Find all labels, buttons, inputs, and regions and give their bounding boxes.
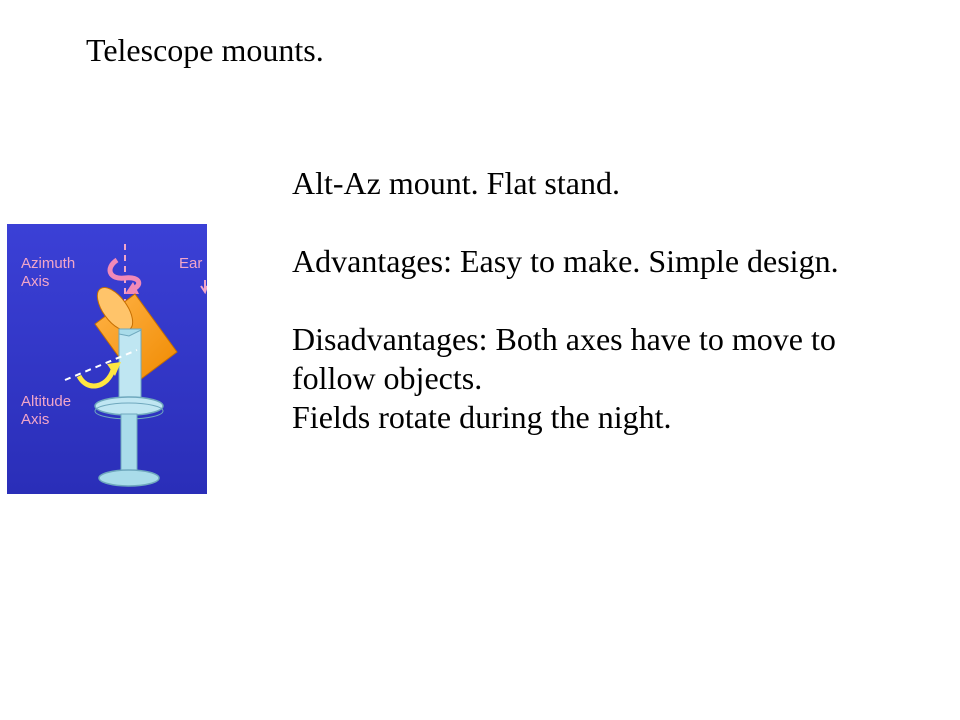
alt-az-mount-diagram [7,224,207,494]
slide-title: Telescope mounts. [86,32,324,68]
turntable-disc [95,397,163,415]
diagram-svg [7,224,207,494]
disadvantages-text: Disadvantages: Both axes have to move to follow objects. [292,321,836,396]
slide-body [292,164,892,437]
altitude-label-line1: Altitude [21,393,72,410]
azimuth-label-line2: Axis [21,273,50,290]
stand-fork [119,330,141,399]
fields-rotate-text: Fields rotate during the night. [292,399,672,435]
advantages-text: Advantages: Easy to make. Simple design. [292,243,839,279]
cutoff-label: Ear [179,255,203,272]
azimuth-label-line1: Azimuth [21,255,76,272]
altitude-label-line2: Axis [21,411,50,428]
base-disc [99,470,159,486]
pillar [121,414,137,476]
mount-heading: Alt-Az mount. Flat stand. [292,165,620,201]
